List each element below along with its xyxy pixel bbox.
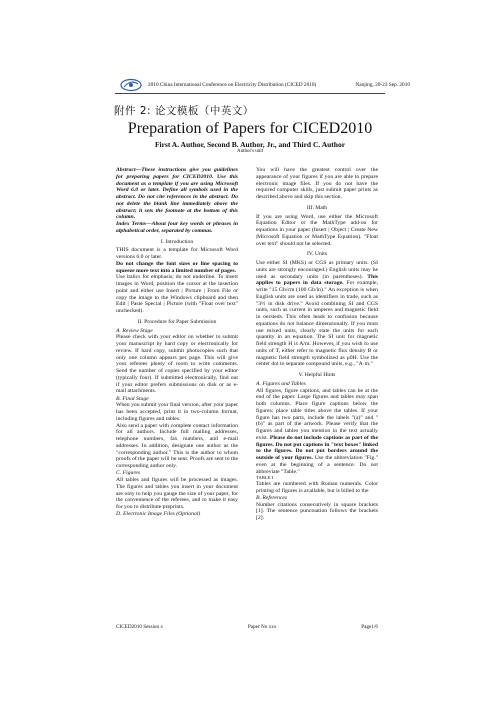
subsection-figures: C. Figures	[116, 470, 141, 477]
section-heading-introduction: I. Introduction	[160, 238, 194, 245]
right-column	[256, 167, 378, 522]
figures-tables-text-a: All figures, figure captions, and tables can be at the end of the paper. Large figures and tables may span both columns. Place figure captions below the figures; place table titles above the tables. If your figure has two parts, include the labels "(a)" and "(b)" as part of the artwork. Please verify that the figures and tables you mention in the text actually exist.	[256, 387, 378, 441]
subsection-figures-and-tables: A. Figures and Tables	[256, 380, 306, 387]
figures-tables-text-b: Use the abbreviation "Fig." even at the beginning of a sentence. Do not abbreviate "Table."	[256, 455, 378, 475]
header-rule	[115, 93, 385, 94]
intro-paragraph-2: Do not change the font sizes or line spacing to squeeze more text into a limited number of pages.	[116, 260, 238, 274]
subsection-references: B. References	[256, 494, 288, 501]
units-text-a: Use either SI (MKS) or CGS as primary units. (SI units are strongly encouraged.) English units may be used as secondary units (in parentheses).	[256, 260, 378, 280]
review-stage-text: Please check with your editor on whether to submit your manuscript by hard copy or electronically for review. If hard copy, submit photocopies such that only one column appears per page. This will give your referees plenty of room to write comments. Send the number of copies specified by your editor (typically four). If submitted electronically, find out if your editor prefers submissions on disk or as e-mail attachments.	[116, 334, 238, 395]
figures-tables-text-bold: Please do not include captions as part of the figures. Do not put captions in "text boxes" linked to the figures. Do not put borders around the outside of your figures.	[256, 434, 378, 461]
figures-text: All tables and figures will be processed as images. The figures and tables you insert in your document are only to help you gauge the size of your paper, for the convenience of the referees, and to make it easy for you to distribute preprints.	[116, 477, 238, 510]
section-heading-helpful-hints: V. Helpful Hints	[298, 372, 336, 378]
image-files-text: You will have the greatest control over the appearance of your figures if you are able to prepare electronic image files. If you do not have the required computer skills, just submit paper prints as described above and skip this section.	[256, 167, 378, 200]
abstract: Abstract—These instructions give you guidelines for preparing papers for CICED2010. Use this document as a template if you are using Microsoft Word 6.0 or later. Define all symbols used in the abstract. Do not cite references in the abstract. Do not delete the blank line immediately above the abstract; it sets the footnote at the bottom of this column.	[116, 167, 238, 221]
paper-title: Preparation of Papers for CICED2010	[127, 120, 373, 137]
conference-header	[120, 78, 410, 92]
references-text: Number citations consecutively in square brackets [1]. The sentence punctuation follows the brackets [2].	[256, 501, 378, 521]
figures-tables-text-c: Tables are numbered with Roman numerals. Color printing of figures is available, but is billed to the	[256, 480, 378, 494]
section-heading-procedure: II. Procedure for Paper Submission	[137, 318, 217, 325]
author-unit: Author's unit	[236, 149, 264, 154]
footer-page-number: Page1/6	[361, 624, 378, 630]
math-text: If you are using Word, use either the Microsoft Equation Editor or the MathType add-on for equations in your paper (Insert | Object | Create New |Microsoft Equation or MathType Equation). "Float over text" should not be selected.	[256, 213, 378, 247]
intro-paragraph-3: Use italics for emphasis; do not underline. To insert images in Word, position the cursor at the insertion point and either use Insert | Picture | From File or copy the image to the Windows clipboard and then Edit | Paste Special | Picture (with "Float over text" unchecked).	[116, 274, 238, 314]
final-stage-text: When you submit your final version, after your paper has been accepted, print it in two-column format, including figures and tables.	[116, 402, 238, 422]
subsection-review-stage: A. Review Stage	[116, 327, 153, 334]
section-heading-math: III. Math	[306, 204, 328, 211]
units-text-bold: This applies to papers in data storage.	[256, 273, 378, 287]
table-label: TABLE I	[256, 475, 274, 481]
left-column	[116, 167, 238, 518]
subsection-electronic-image-files: D. Electronic Image Files (Optional)	[116, 511, 201, 518]
section-heading-units: IV. Units	[306, 251, 328, 258]
conference-name: 2010 China International Conference on Electricity Distribution (CICED 2010)	[148, 82, 317, 88]
index-terms: Index Terms—About four key words or phrases in alphabetical order, separated by commas.	[116, 221, 238, 234]
units-text	[256, 260, 378, 368]
conference-date: Nanjing, 20-23 Sep. 2010	[355, 82, 410, 88]
page-footer	[116, 624, 378, 630]
paper-authors: First A. Author, Second B. Author, Jr., and Third C. Author	[154, 140, 346, 149]
subsection-final-stage: B. Final Stage	[116, 395, 149, 402]
final-stage-text-2: Also send a paper with complete contact information for all authors. Include full mailing addresses, telephone numbers, fax numbers, and e-mail addresses. In addition, designate one author as the "corresponding author." This is the author to whom proofs of the paper will be sent. Proofs are sent to the corresponding author only.	[116, 422, 238, 469]
intro-paragraph-1: THIS document is a template for Microsoft Word versions 6.0 or later.	[116, 247, 238, 260]
units-text-b: For example, write "15 Gb/cm (100 Gb/in)." An exception is when English units are used as identifiers in trade, such as "3½ in disk drive." Avoid combining SI and CGS units, such as current in amperes and magnetic field in oersteds. This often leads to confusion because equations do not balance dimensionally. If you must use mixed units, clearly state the units for each quantity in an equation. The SI unit for magnetic field strength H is A/m. However, if you wish to use units of T, either refer to magnetic flux density B or magnetic field strength symbolized as μ0H. Use the center dot to separate compound units, e.g., "A·m."	[256, 280, 378, 368]
figures-tables-text	[256, 388, 378, 476]
footer-paper-number: Paper No xxx	[247, 624, 277, 630]
attachment-title: 附件 2: 论文模板（中英文）	[114, 105, 254, 117]
footer-session: CICED2010 Session x	[116, 624, 163, 630]
ciced-logo-icon	[120, 78, 142, 92]
